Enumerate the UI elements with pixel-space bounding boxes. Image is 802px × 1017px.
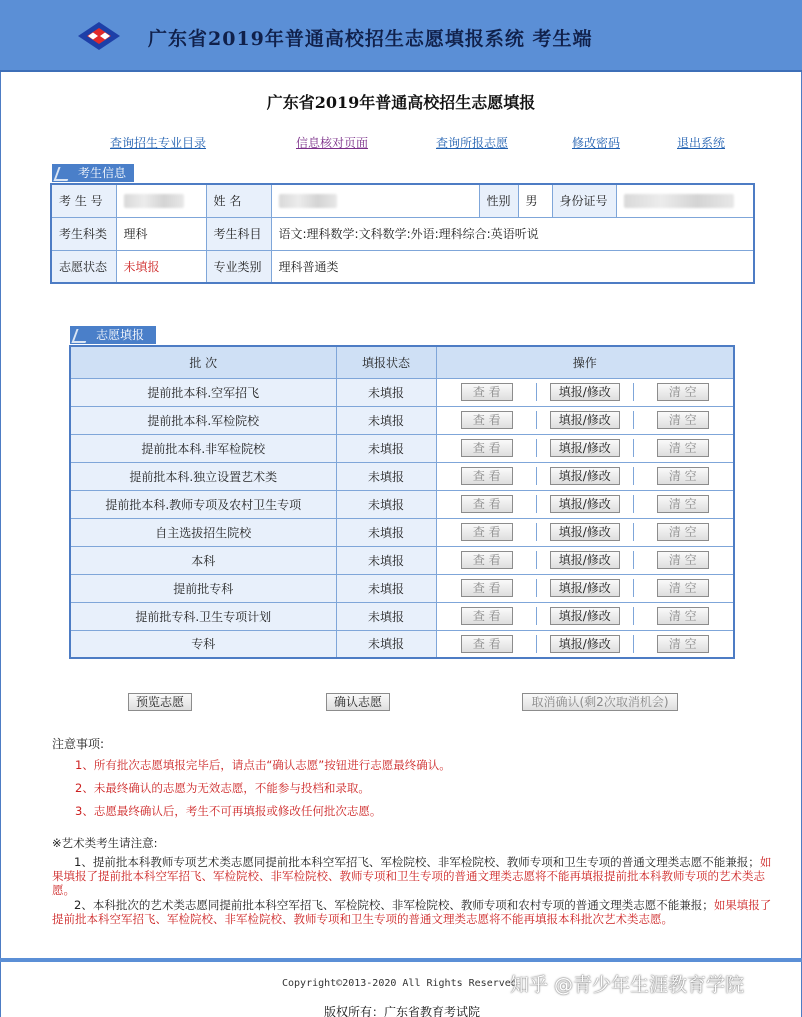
art-note-1-warning: 如果填报了提前批本科空军招飞、军检院校、非军检院校、教师专项和卫生专项的普通文理类志愿将不能再填报提前批本科教师专项的艺术类志愿。 (52, 855, 772, 897)
clear-button[interactable]: 清 空 (657, 383, 709, 401)
exam-no-value (116, 184, 206, 217)
student-info-table (50, 183, 755, 284)
nav-query-majors[interactable]: 查询招生专业目录 (110, 136, 207, 150)
fill-status: 未填报 (336, 490, 436, 518)
batch-name: 提前批专科.卫生专项计划 (70, 602, 336, 630)
volunteer-table (69, 345, 735, 659)
batch-name: 提前批专科 (70, 574, 336, 602)
clear-button[interactable]: 清 空 (657, 411, 709, 429)
fill-modify-button[interactable]: 填报/修改 (550, 523, 620, 541)
preview-button[interactable]: 预览志愿 (128, 693, 192, 711)
fill-modify-button[interactable]: 填报/修改 (550, 551, 620, 569)
fill-status: 未填报 (336, 462, 436, 490)
gender-value: 男 (518, 184, 552, 217)
name-label: 姓 名 (206, 184, 271, 217)
view-button[interactable]: 查 看 (461, 411, 513, 429)
view-button[interactable]: 查 看 (461, 635, 513, 653)
fill-status: 未填报 (336, 574, 436, 602)
note-item-3: 3、志愿最终确认后，考生不可再填报或修改任何批次志愿。 (75, 804, 382, 818)
art-note-1-rule: 1、提前批本科教师专项艺术类志愿同提前批本科空军招飞、军检院校、非军检院校、教师专项和卫生专项的普通文理类志愿不能兼报； (74, 855, 760, 869)
row-actions (436, 406, 734, 434)
view-button[interactable]: 查 看 (461, 467, 513, 485)
row-actions (436, 546, 734, 574)
footer-divider (0, 958, 802, 962)
fill-modify-button[interactable]: 填报/修改 (550, 383, 620, 401)
clear-button[interactable]: 清 空 (657, 467, 709, 485)
batch-name: 提前批本科.独立设置艺术类 (70, 462, 336, 490)
batch-name: 提前批本科.军检院校 (70, 406, 336, 434)
table-row (70, 490, 734, 518)
fill-status: 未填报 (336, 602, 436, 630)
confirm-button[interactable]: 确认志愿 (326, 693, 390, 711)
app-header (0, 0, 802, 72)
nav-change-password[interactable]: 修改密码 (572, 136, 621, 150)
student-info-tab: 考生信息 (52, 164, 134, 182)
volunteer-tab: 志愿填报 (70, 326, 156, 344)
row-actions (436, 518, 734, 546)
table-row (70, 574, 734, 602)
major-type-value: 理科普通类 (271, 250, 754, 283)
clear-button[interactable]: 清 空 (657, 495, 709, 513)
col-status: 填报状态 (336, 346, 436, 378)
nav-query-volunteers[interactable]: 查询所报志愿 (436, 136, 509, 150)
fill-modify-button[interactable]: 填报/修改 (550, 579, 620, 597)
subject-label: 考生科类 (51, 217, 116, 250)
view-button[interactable]: 查 看 (461, 439, 513, 457)
major-type-label: 专业类别 (206, 250, 271, 283)
fill-modify-button[interactable]: 填报/修改 (550, 495, 620, 513)
table-row (70, 406, 734, 434)
row-actions (436, 490, 734, 518)
batch-name: 专科 (70, 630, 336, 658)
table-row (70, 602, 734, 630)
table-row (70, 518, 734, 546)
name-value (271, 184, 479, 217)
fill-modify-button[interactable]: 填报/修改 (550, 411, 620, 429)
batch-name: 本科 (70, 546, 336, 574)
batch-name: 提前批本科.教师专项及农村卫生专项 (70, 490, 336, 518)
fill-status: 未填报 (336, 406, 436, 434)
art-note-1 (52, 855, 772, 897)
fill-modify-button[interactable]: 填报/修改 (550, 467, 620, 485)
row-actions (436, 462, 734, 490)
row-actions (436, 602, 734, 630)
exam-subjects-value: 语文:理科数学:文科数学:外语:理科综合:英语听说 (271, 217, 754, 250)
view-button[interactable]: 查 看 (461, 523, 513, 541)
subject-value: 理科 (116, 217, 206, 250)
col-batch: 批 次 (70, 346, 336, 378)
view-button[interactable]: 查 看 (461, 607, 513, 625)
clear-button[interactable]: 清 空 (657, 551, 709, 569)
table-row (70, 630, 734, 658)
table-row (70, 434, 734, 462)
batch-name: 提前批本科.空军招飞 (70, 378, 336, 406)
row-actions (436, 434, 734, 462)
batch-name: 自主选拔招生院校 (70, 518, 336, 546)
view-button[interactable]: 查 看 (461, 383, 513, 401)
app-title: 广东省2019年普通高校招生志愿填报系统 考生端 (148, 28, 593, 50)
system-logo (76, 20, 122, 52)
clear-button[interactable]: 清 空 (657, 439, 709, 457)
batch-name: 提前批本科.非军检院校 (70, 434, 336, 462)
row-actions (436, 378, 734, 406)
nav-logout[interactable]: 退出系统 (677, 136, 726, 150)
clear-button[interactable]: 清 空 (657, 635, 709, 653)
row-actions (436, 574, 734, 602)
view-button[interactable]: 查 看 (461, 495, 513, 513)
exam-subjects-label: 考生科目 (206, 217, 271, 250)
cancel-confirm-button[interactable]: 取消确认(剩2次取消机会) (522, 693, 678, 711)
view-button[interactable]: 查 看 (461, 551, 513, 569)
notes-title: 注意事项: (52, 737, 105, 751)
table-row (70, 378, 734, 406)
owner-text: 版权所有：广东省教育考试院 (324, 1005, 481, 1017)
note-item-1: 1、所有批次志愿填报完毕后，请点击“确认志愿”按钮进行志愿最终确认。 (75, 758, 451, 772)
clear-button[interactable]: 清 空 (657, 579, 709, 597)
fill-status: 未填报 (336, 378, 436, 406)
id-label: 身份证号 (552, 184, 616, 217)
clear-button[interactable]: 清 空 (657, 523, 709, 541)
fill-status: 未填报 (336, 546, 436, 574)
art-notes-title: ※艺术类考生请注意: (52, 836, 158, 850)
art-note-2-warning: 如果填报了提前批本科空军招飞、军检院校、非军检院校、教师专项和卫生专项的普通文理类志愿将不能再填报本科批次艺术类志愿。 (52, 898, 772, 926)
view-button[interactable]: 查 看 (461, 579, 513, 597)
note-item-2: 2、未最终确认的志愿为无效志愿，不能参与投档和录取。 (75, 781, 370, 795)
fill-status: 未填报 (336, 518, 436, 546)
fill-status: 未填报 (336, 630, 436, 658)
page-title: 广东省2019年普通高校招生志愿填报 (266, 93, 536, 112)
status-value: 未填报 (116, 250, 206, 283)
col-ops: 操作 (436, 346, 734, 378)
nav-info-check[interactable]: 信息核对页面 (296, 136, 369, 150)
fill-modify-button[interactable]: 填报/修改 (550, 607, 620, 625)
art-note-2 (52, 898, 772, 926)
fill-status: 未填报 (336, 434, 436, 462)
copyright-text: Copyright©2013-2020 All Rights Reserved (282, 978, 517, 989)
status-label: 志愿状态 (51, 250, 116, 283)
art-note-2-rule: 2、本科批次的艺术类志愿同提前批本科空军招飞、军检院校、非军检院校、教师专项和农村专项的普通文理类志愿不能兼报； (74, 898, 714, 912)
fill-modify-button[interactable]: 填报/修改 (550, 635, 620, 653)
exam-no-label: 考 生 号 (51, 184, 116, 217)
clear-button[interactable]: 清 空 (657, 607, 709, 625)
id-value (616, 184, 754, 217)
watermark-text: 知乎 @青少年生涯教育学院 (510, 974, 745, 996)
row-actions (436, 630, 734, 658)
gender-label: 性别 (479, 184, 518, 217)
table-row (70, 462, 734, 490)
table-row (70, 546, 734, 574)
fill-modify-button[interactable]: 填报/修改 (550, 439, 620, 457)
